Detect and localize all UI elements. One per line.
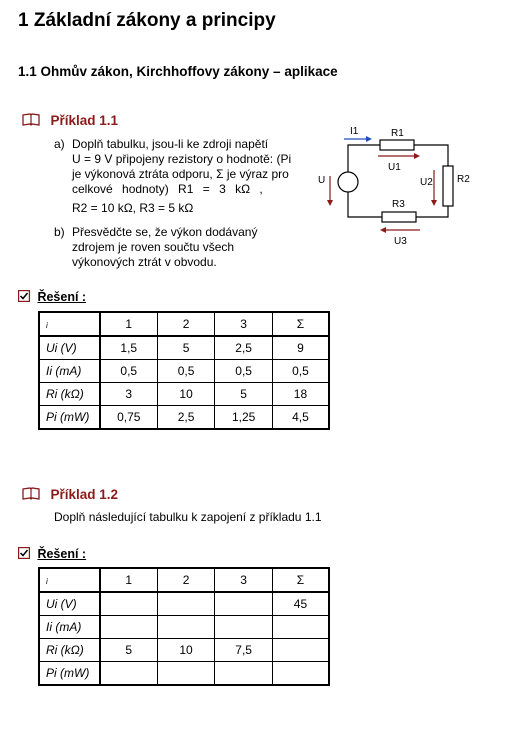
table-cell: 1,5 [100, 336, 158, 360]
task-a-line-2: U = 9 V připojeny rezistory o hodnotě: (Pi [72, 152, 292, 166]
resistor-r2 [443, 166, 453, 206]
header-index: i [39, 568, 100, 592]
solution-2-label: Řešení : [37, 547, 87, 561]
row-label: Ui (V) [39, 336, 100, 360]
header-sum: Σ [272, 312, 329, 336]
table-cell[interactable] [157, 662, 215, 686]
table-header-row [39, 568, 329, 592]
label-u1: U1 [388, 162, 401, 173]
book-icon [22, 487, 40, 500]
wire-top-right [414, 145, 448, 166]
label-u3: U3 [394, 236, 407, 247]
wire-top-left [348, 145, 380, 172]
task-a-line-4: celkové hodnoty) R1 = 3 kΩ , [72, 182, 263, 196]
table-cell: 0,5 [157, 360, 215, 383]
row-label: Ui (V) [39, 592, 100, 616]
table-header-row [39, 312, 329, 336]
label-r1: R1 [391, 128, 404, 139]
label-r3: R3 [392, 199, 405, 210]
example-1-header [22, 112, 118, 130]
task-a-line-5: R2 = 10 kΩ, R3 = 5 kΩ [72, 201, 194, 215]
table-row [39, 616, 329, 639]
table-cell: 45 [272, 592, 329, 616]
label-r2: R2 [457, 174, 470, 185]
task-a-line-3: je výkonová ztráta odporu, Σ je výraz pro [72, 167, 289, 181]
solution-1-label: Řešení : [37, 290, 87, 304]
table-cell: 2,5 [215, 336, 273, 360]
solution-1-header [18, 288, 86, 306]
table-cell[interactable] [215, 662, 273, 686]
row-label: Ii (mA) [39, 360, 100, 383]
table-cell[interactable] [100, 592, 158, 616]
table-cell[interactable] [272, 616, 329, 639]
wire-bottom-right [416, 206, 448, 217]
table-row [39, 639, 329, 662]
table-cell: 0,5 [215, 360, 273, 383]
table-cell: 0,75 [100, 406, 158, 430]
table-row [39, 406, 329, 430]
solution-2-header [18, 545, 86, 563]
row-label: Pi (mW) [39, 406, 100, 430]
task-b-line-2: zdrojem je roven součtu všech [72, 240, 235, 254]
table-cell: 4,5 [272, 406, 329, 430]
label-i1: I1 [350, 126, 359, 137]
table-row [39, 336, 329, 360]
row-label: Pi (mW) [39, 662, 100, 686]
table-row [39, 662, 329, 686]
task-a-marker: a) [54, 137, 65, 151]
table-cell[interactable] [100, 616, 158, 639]
task-b-marker: b) [54, 225, 65, 239]
task-a-text [72, 137, 298, 216]
table-cell: 2,5 [157, 406, 215, 430]
table-cell[interactable] [100, 662, 158, 686]
table-row [39, 360, 329, 383]
solution-table-2 [38, 567, 330, 686]
row-label: Ii (mA) [39, 616, 100, 639]
example-2-title: Příklad 1.2 [50, 487, 118, 502]
voltage-u3-arrowhead [380, 227, 386, 233]
row-label: Ri (kΩ) [39, 639, 100, 662]
table-cell[interactable] [215, 592, 273, 616]
header-cell: 3 [215, 312, 273, 336]
table-cell: 7,5 [215, 639, 273, 662]
table-row [39, 383, 329, 406]
table-cell: 0,5 [100, 360, 158, 383]
table-cell: 5 [215, 383, 273, 406]
table-cell[interactable] [157, 592, 215, 616]
header-cell: 2 [157, 568, 215, 592]
table-cell: 10 [157, 383, 215, 406]
example-1-title: Příklad 1.1 [50, 113, 118, 128]
table-cell: 5 [100, 639, 158, 662]
task-b-line-1: Přesvědčte se, že výkon dodávaný [72, 225, 258, 239]
voltage-u1-arrowhead [414, 153, 420, 159]
header-cell: 3 [215, 568, 273, 592]
header-cell: 1 [100, 568, 158, 592]
table-cell[interactable] [157, 616, 215, 639]
table-cell: 9 [272, 336, 329, 360]
header-cell: 1 [100, 312, 158, 336]
voltage-u2-arrowhead [431, 200, 437, 206]
example-2-text: Doplň následující tabulku k zapojení z příkladu 1.1 [54, 510, 322, 524]
book-icon [22, 113, 40, 126]
header-cell: 2 [157, 312, 215, 336]
table-row [39, 592, 329, 616]
wire-bottom-left [348, 192, 382, 217]
voltage-source [338, 172, 358, 192]
header-sum: Σ [272, 568, 329, 592]
task-b-line-3: výkonových ztrát v obvodu. [72, 255, 217, 269]
circuit-diagram [310, 120, 485, 255]
table-cell[interactable] [215, 616, 273, 639]
task-b-text [72, 225, 298, 270]
header-index: i [39, 312, 100, 336]
row-label: Ri (kΩ) [39, 383, 100, 406]
solution-table-1 [38, 311, 330, 430]
table-cell: 5 [157, 336, 215, 360]
table-cell: 1,25 [215, 406, 273, 430]
voltage-u-arrowhead [327, 200, 333, 206]
checkbox-icon [18, 290, 30, 302]
example-2-header [22, 486, 118, 504]
table-cell: 3 [100, 383, 158, 406]
label-u2: U2 [420, 177, 433, 188]
label-u: U [318, 175, 326, 186]
table-cell: 18 [272, 383, 329, 406]
table-cell[interactable] [272, 639, 329, 662]
current-i1-arrowhead [366, 136, 372, 142]
chapter-heading: 1 Základní zákony a principy [18, 10, 276, 31]
task-a-line-1: Doplň tabulku, jsou-li ke zdroji napětí [72, 137, 269, 151]
resistor-r1 [380, 140, 414, 150]
table-cell: 10 [157, 639, 215, 662]
table-cell: 0,5 [272, 360, 329, 383]
section-heading: 1.1 Ohmův zákon, Kirchhoffovy zákony – aplikace [18, 64, 338, 79]
table-cell[interactable] [272, 662, 329, 686]
resistor-r3 [382, 212, 416, 222]
checkbox-icon [18, 547, 30, 559]
